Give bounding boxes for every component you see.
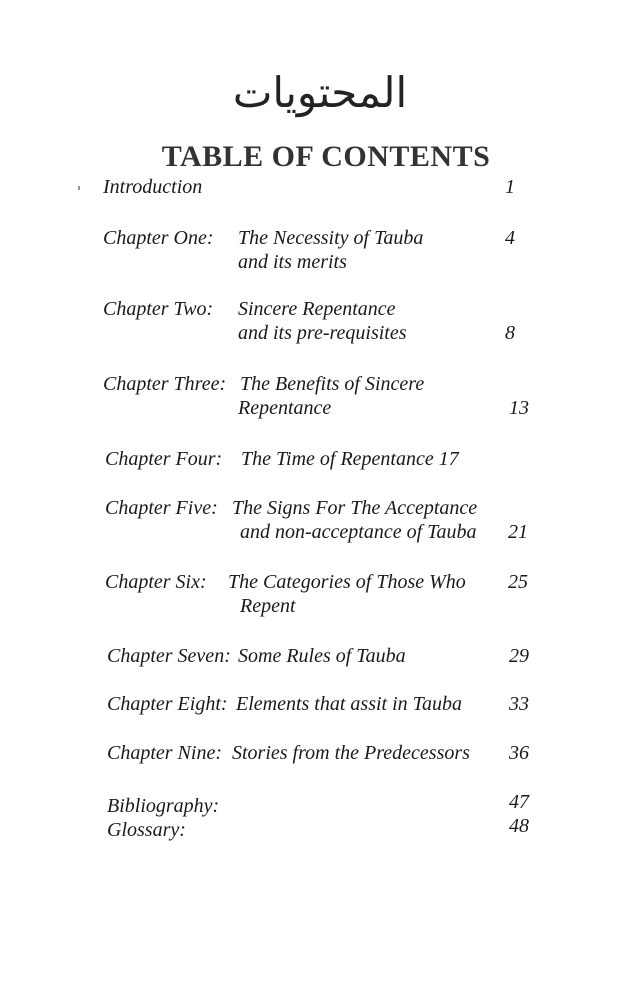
toc-label-chapter-nine: Chapter Nine: <box>107 742 222 764</box>
toc-label-chapter-six: Chapter Six: <box>105 571 207 593</box>
toc-label-glossary: Glossary: <box>107 819 186 841</box>
arabic-heading: المحتويات <box>232 71 408 117</box>
toc-title-chapter-three-line2: Repentance <box>238 397 332 419</box>
toc-title-chapter-nine: Stories from the Predecessors <box>232 742 470 764</box>
toc-label-chapter-seven: Chapter Seven: <box>107 645 231 667</box>
toc-label-chapter-two: Chapter Two: <box>103 298 214 320</box>
toc-label-chapter-five: Chapter Five: <box>105 497 218 519</box>
toc-label-chapter-eight: Chapter Eight: <box>107 693 228 715</box>
toc-page-chapter-five: 21 <box>508 521 528 543</box>
toc-page-chapter-eight: 33 <box>509 693 529 715</box>
toc-title-chapter-five-line2: and non-acceptance of Tauba <box>240 521 477 543</box>
toc-title-chapter-six-line2: Repent <box>240 595 296 617</box>
toc-page-glossary: 48 <box>509 815 529 837</box>
toc-page-chapter-seven: 29 <box>509 645 529 667</box>
toc-page-chapter-one: 4 <box>505 227 515 249</box>
toc-title-chapter-one-line2: and its merits <box>238 251 347 273</box>
toc-title-chapter-two-line2: and its pre-requisites <box>238 322 407 344</box>
toc-page-chapter-two: 8 <box>505 322 515 344</box>
toc-label-bibliography: Bibliography: <box>107 795 220 817</box>
toc-title-chapter-five-line1: The Signs For The Acceptance <box>232 497 478 519</box>
toc-label-introduction: Introduction <box>103 176 203 198</box>
toc-label-chapter-three: Chapter Three: <box>103 373 227 395</box>
toc-page-bibliography: 47 <box>509 791 529 813</box>
scan-speck <box>78 186 80 190</box>
toc-title-chapter-seven: Some Rules of Tauba <box>238 645 406 667</box>
toc-page-introduction: 1 <box>505 176 515 198</box>
toc-title-chapter-six-line1: The Categories of Those Who <box>228 571 466 593</box>
toc-title-chapter-two-line1: Sincere Repentance <box>238 298 396 320</box>
toc-title-chapter-three-line1: The Benefits of Sincere <box>240 373 425 395</box>
page-title: TABLE OF CONTENTS <box>161 140 491 173</box>
toc-title-chapter-eight: Elements that assit in Tauba <box>236 693 462 715</box>
toc-page-chapter-three: 13 <box>509 397 529 419</box>
toc-title-chapter-four: The Time of Repentance 17 <box>241 448 459 470</box>
toc-label-chapter-one: Chapter One: <box>103 227 214 249</box>
toc-title-chapter-one-line1: The Necessity of Tauba <box>238 227 424 249</box>
toc-label-chapter-four: Chapter Four: <box>105 448 223 470</box>
toc-page-chapter-six: 25 <box>508 571 528 593</box>
toc-page-chapter-nine: 36 <box>509 742 529 764</box>
